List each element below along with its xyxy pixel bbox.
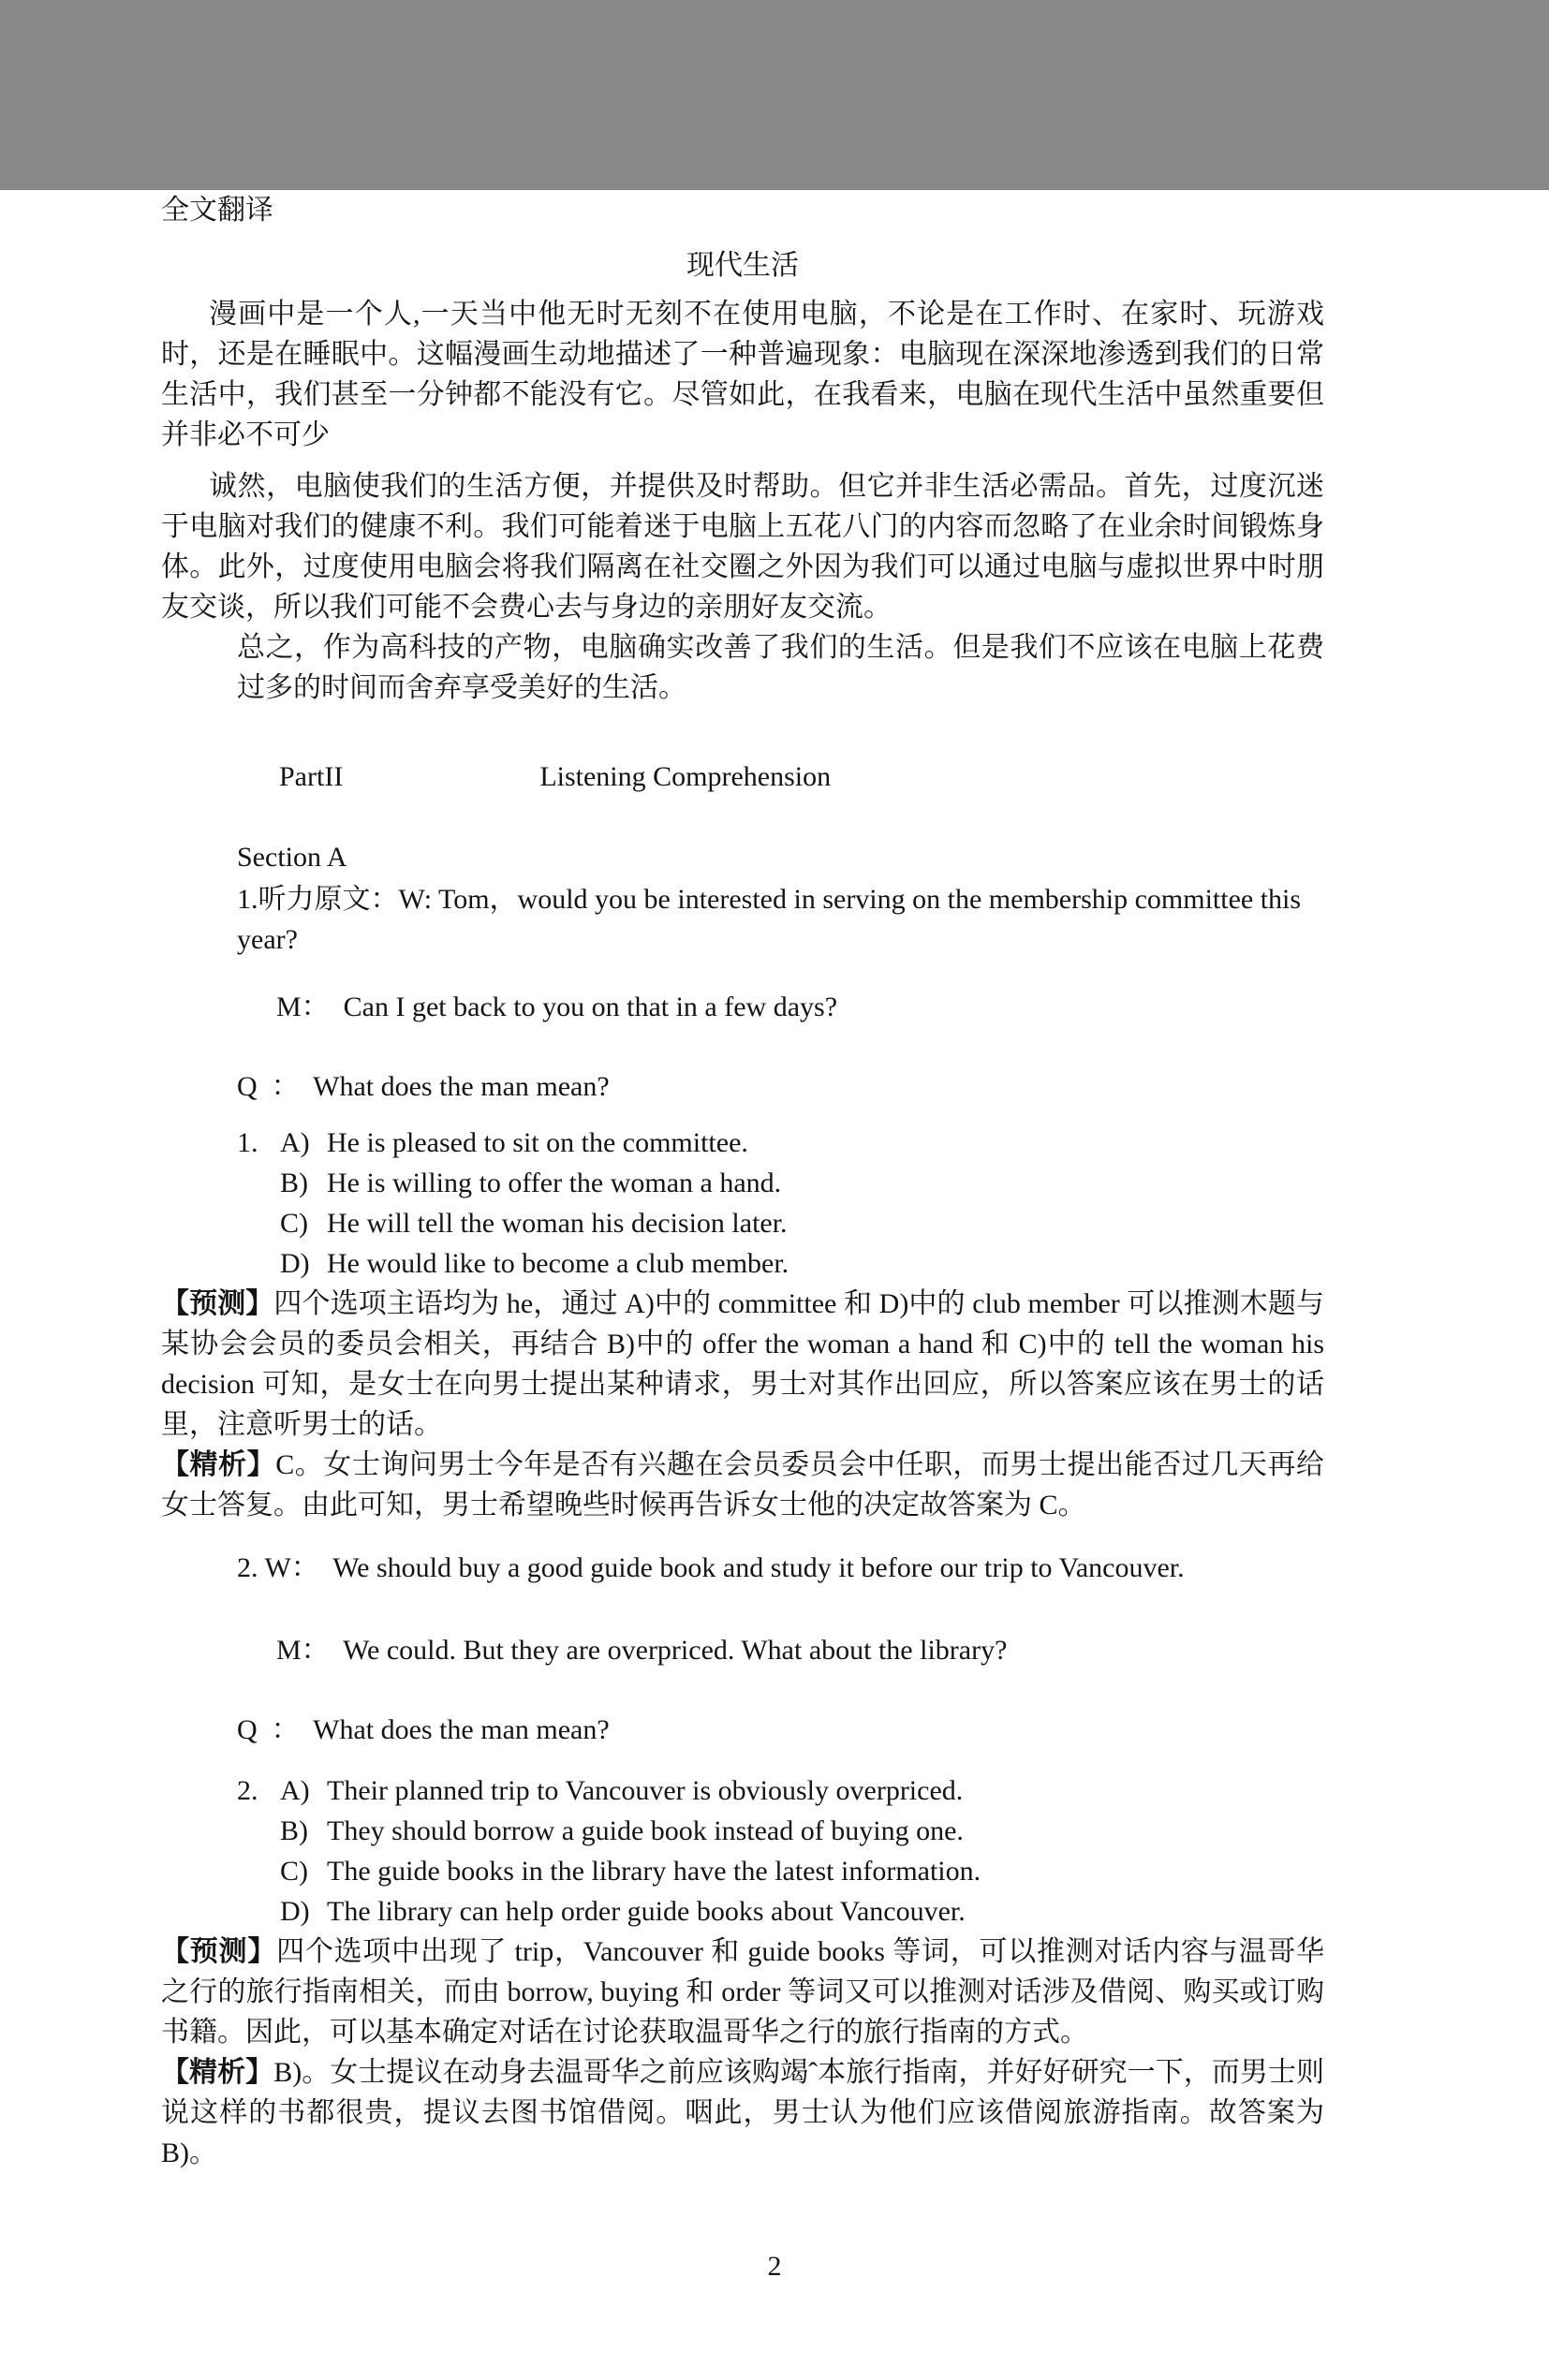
option-row	[237, 1163, 1324, 1203]
option-text: He is willing to offer the woman a hand.	[327, 1168, 782, 1198]
option-text: The library can help order guide books about Vancouver.	[327, 1896, 966, 1927]
option-text: They should borrow a guide book instead of buying one.	[327, 1815, 964, 1846]
option-row	[237, 1203, 1324, 1243]
q1-man-line: M： Can I get back to you on that in a few days?	[276, 992, 838, 1022]
option-letter: B)	[280, 1168, 308, 1198]
q1-transcript-line: 1.听力原文：W: Tom，would you be interested in serving on the membership committee this year?	[237, 884, 1308, 955]
option-letter: A)	[280, 1127, 310, 1158]
option-row	[237, 1851, 1324, 1891]
q2-options	[237, 1770, 1324, 1932]
analysis-label: 【精析】	[161, 2057, 274, 2088]
analysis-label: 【精析】	[161, 1449, 276, 1480]
page-number: 2	[767, 2251, 782, 2282]
prediction-label: 【预测】	[161, 1288, 274, 1319]
question-number	[237, 1163, 280, 1203]
q2-man-line: M： We could. But they are overpriced. What about the library?	[276, 1635, 1008, 1666]
question-number	[237, 1851, 280, 1891]
q2-question-line: Q ： What does the man mean?	[237, 1714, 610, 1745]
q1-options	[237, 1123, 1324, 1284]
page-title: 现代生活	[686, 250, 799, 281]
part-title: Listening Comprehension	[539, 761, 832, 792]
option-letter: B)	[280, 1815, 308, 1846]
option-text: He is pleased to sit on the committee.	[327, 1127, 748, 1158]
option-row	[237, 1123, 1324, 1163]
option-letter: C)	[280, 1208, 308, 1239]
question-number	[237, 1811, 280, 1851]
q2-prediction	[161, 1932, 1324, 2052]
document-content	[161, 190, 1324, 2173]
option-letter: D)	[280, 1896, 310, 1927]
option-row	[237, 1770, 1324, 1811]
translation-paragraph-1: 漫画中是一个人,一天当中他无时无刻不在使用电脑，不论是在工作时、在家时、玩游戏时，还是在睡眠中。这幅漫画生动地描述了一种普遍现象：电脑现在深深地渗透到我们的日常生活中，我们甚至一分钟都不能没有它。尽管如此，在我看来，电脑在现代生活中虽然重要但并非必不可少	[161, 299, 1324, 450]
q2-analysis	[161, 2052, 1324, 2173]
question-number: 2.	[237, 1775, 258, 1806]
prediction-text: 四个选项中出现了 trip，Vancouver 和 guide books 等词，可以推测对话内容与温哥华之行的旅行指南相关，而由 borrow, buying 和 order 等词又可以推测对话涉及借阅、购买或订购书籍。因此，可以基本确定对话在讨论获取温哥华之行的旅行指南的方式。	[161, 1936, 1325, 2048]
section-header: Section A	[237, 842, 347, 873]
translation-paragraph-2: 诚然，电脑使我们的生活方便，并提供及时帮助。但它并非生活必需品。首先，过度沉迷于电脑对我们的健康不利。我们可能着迷于电脑上五花八门的内容而忽略了在业余时间锻炼身体。此外，过度使用电脑会将我们隔离在社交圈之外因为我们可以通过电脑与虚拟世界中时朋友交谈，所以我们可能不会费心去与身边的亲朋好友交流。	[161, 471, 1324, 623]
option-text: Their planned trip to Vancouver is obviously overpriced.	[327, 1775, 964, 1806]
prediction-text: 四个选项主语均为 he，通过 A)中的 committee 和 D)中的 club member 可以推测木题与某协会会员的委员会相关，再结合 B)中的 offer the woman a hand 和 C)中的 tell the woman his decision 可知，是女士在向男士提出某种请求，男士对其作出回应，所以答案应该在男士的话里，注意听男士的话。	[161, 1288, 1324, 1440]
analysis-text: C。女士询问男士今年是否有兴趣在会员委员会中任职，而男士提出能否过几天再给女士答复。由此可知，男士希望晚些时候再告诉女士他的决定故答案为 C。	[161, 1449, 1324, 1521]
translation-paragraph-3: 总之，作为高科技的产物，电脑确实改善了我们的生活。但是我们不应该在电脑上花费过多的时间而舍弃享受美好的生活。	[237, 632, 1324, 703]
document-page	[0, 190, 1549, 2380]
option-row	[237, 1891, 1324, 1932]
option-letter: D)	[280, 1248, 310, 1279]
option-text: The guide books in the library have the latest information.	[327, 1856, 981, 1887]
option-text: He would like to become a club member.	[327, 1248, 789, 1279]
part-header	[237, 716, 1324, 837]
prediction-label: 【预测】	[161, 1936, 277, 1967]
part-label: PartII	[279, 761, 344, 792]
option-letter: A)	[280, 1775, 310, 1806]
q1-prediction	[161, 1284, 1324, 1445]
option-text: He will tell the woman his decision later.	[327, 1208, 788, 1239]
option-letter: C)	[280, 1856, 308, 1887]
translation-label: 全文翻译	[161, 195, 273, 226]
q1-analysis	[161, 1445, 1324, 1525]
question-number: 1.	[237, 1127, 258, 1158]
question-number	[237, 1203, 280, 1243]
question-number	[237, 1243, 280, 1284]
option-row	[237, 1243, 1324, 1284]
question-number	[237, 1891, 280, 1932]
analysis-text: B)。女士提议在动身去温哥华之前应该购竭ˆ本旅行指南，并好好研究一下，而男士则说这样的书都很贵，提议去图书馆借阅。咽此，男士认为他们应该借阅旅游指南。故答案为 B)。	[161, 2057, 1324, 2168]
q1-question-line: Q ： What does the man mean?	[237, 1071, 610, 1102]
option-row	[237, 1811, 1324, 1851]
q2-woman-line: 2. W： We should buy a good guide book and study it before our trip to Vancouver.	[237, 1552, 1185, 1583]
